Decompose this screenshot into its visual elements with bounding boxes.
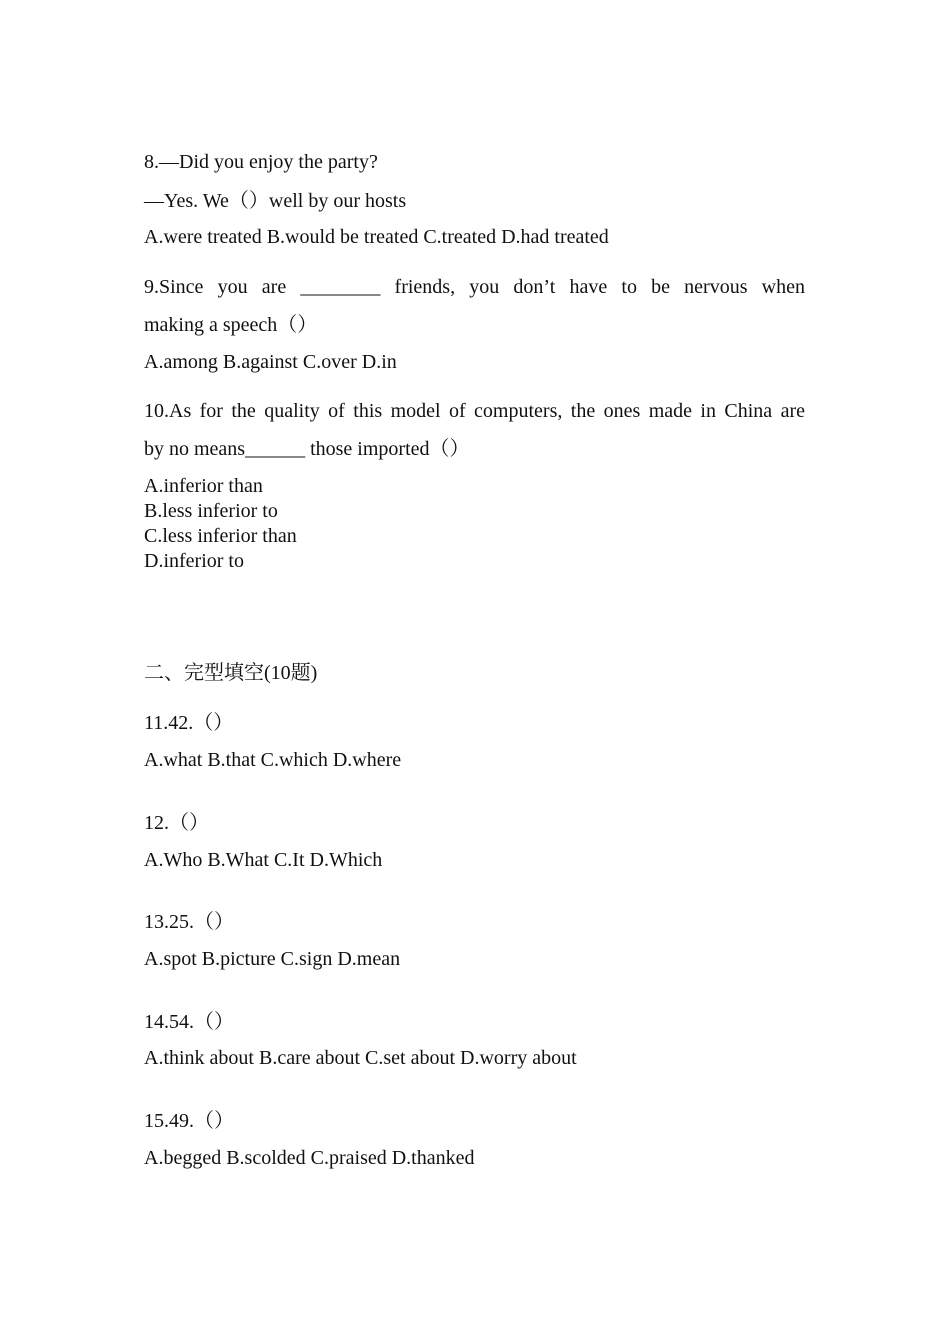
question-15-options: A.begged B.scolded C.praised D.thanked: [144, 1147, 475, 1169]
question-14-options: A.think about B.care about C.set about D.worry about: [144, 1047, 577, 1069]
question-14-stem: 14.54.（）: [144, 1011, 234, 1033]
question-11-options: A.what B.that C.which D.where: [144, 749, 402, 771]
question-8-reply: —Yes. We（）well by our hosts: [144, 190, 407, 212]
question-12-options: A.Who B.What C.It D.Which: [144, 849, 383, 871]
question-10-stem-line1: 10.As for the quality of this model of computers, the ones made in China are: [144, 400, 805, 422]
question-10-option-b: B.less inferior to: [144, 500, 278, 522]
question-8-stem: 8.—Did you enjoy the party?: [144, 151, 378, 173]
question-10-option-d: D.inferior to: [144, 550, 244, 572]
section-2-heading: 二、完型填空(10题): [144, 662, 318, 684]
question-10-option-c: C.less inferior than: [144, 525, 297, 547]
question-8-options: A.were treated B.would be treated C.treated D.had treated: [144, 226, 609, 248]
question-9-options: A.among B.against C.over D.in: [144, 351, 397, 373]
question-13-stem: 13.25.（）: [144, 911, 234, 933]
question-11-stem: 11.42.（）: [144, 712, 234, 734]
question-10-stem-line2: by no means______ those imported（）: [144, 438, 470, 460]
question-10-option-a: A.inferior than: [144, 475, 263, 497]
question-13-options: A.spot B.picture C.sign D.mean: [144, 948, 401, 970]
question-12-stem: 12.（）: [144, 812, 209, 834]
question-9-stem-line1: 9.Since you are ________ friends, you don’t have to be nervous when: [144, 276, 805, 298]
question-15-stem: 15.49.（）: [144, 1110, 234, 1132]
question-9-stem-line2: making a speech（）: [144, 314, 318, 336]
